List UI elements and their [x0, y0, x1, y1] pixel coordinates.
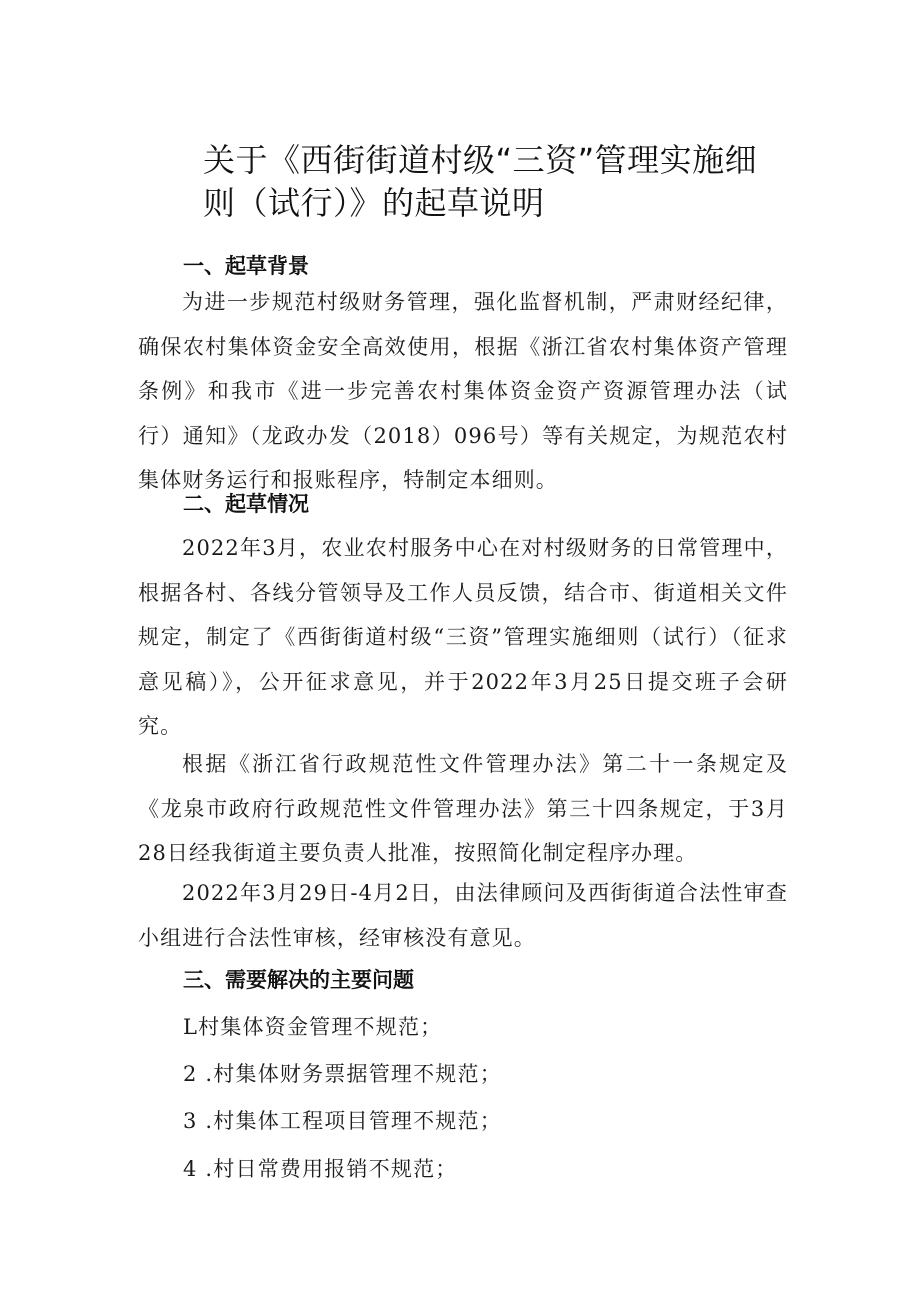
section-heading-drafting: 二、起草情况	[183, 492, 309, 516]
document-title-line-1: 关于《西街街道村级“三资”管理实施细	[203, 141, 758, 179]
list-item: L村集体资金管理不规范；	[183, 1015, 443, 1039]
section-heading-main-issues: 三、需要解决的主要问题	[183, 968, 414, 992]
list-item: 4 .村日常费用报销不规范；	[183, 1157, 458, 1181]
paragraph-drafting-3: 2022年3月29日-4月2日，由法律顾问及西街街道合法性审查小组进行合法性审核，经审核没有意见。	[138, 881, 788, 950]
document-title-line-2: 则（试行）》的起草说明	[203, 184, 545, 222]
list-item: 2 .村集体财务票据管理不规范；	[183, 1062, 502, 1086]
paragraph-drafting-1: 2022年3月，农业农村服务中心在对村级财务的日常管理中，根据各村、各线分管领导及工作人员反馈，结合市、街道相关文件规定，制定了《西街街道村级“三资”管理实施细则（试行）（征求意见稿）》，公开征求意见，并于2022年3月25日提交班子会研究。	[138, 536, 788, 738]
paragraph-drafting-2: 根据《浙江省行政规范性文件管理办法》第二十一条规定及《龙泉市政府行政规范性文件管理办法》第三十四条规定，于3月28日经我街道主要负责人批准，按照简化制定程序办理。	[138, 752, 788, 865]
paragraph-background: 为进一步规范村级财务管理，强化监督机制，严肃财经纪律，确保农村集体资金安全高效使用，根据《浙江省农村集体资产管理条例》和我市《进一步完善农村集体资金资产资源管理办法（试行）通知》（龙政办发（2018）096号）等有关规定，为规范农村集体财务运行和报账程序，特制定本细则。	[138, 290, 788, 492]
list-item: 3 .村集体工程项目管理不规范；	[183, 1109, 502, 1133]
section-heading-background: 一、起草背景	[183, 254, 309, 278]
